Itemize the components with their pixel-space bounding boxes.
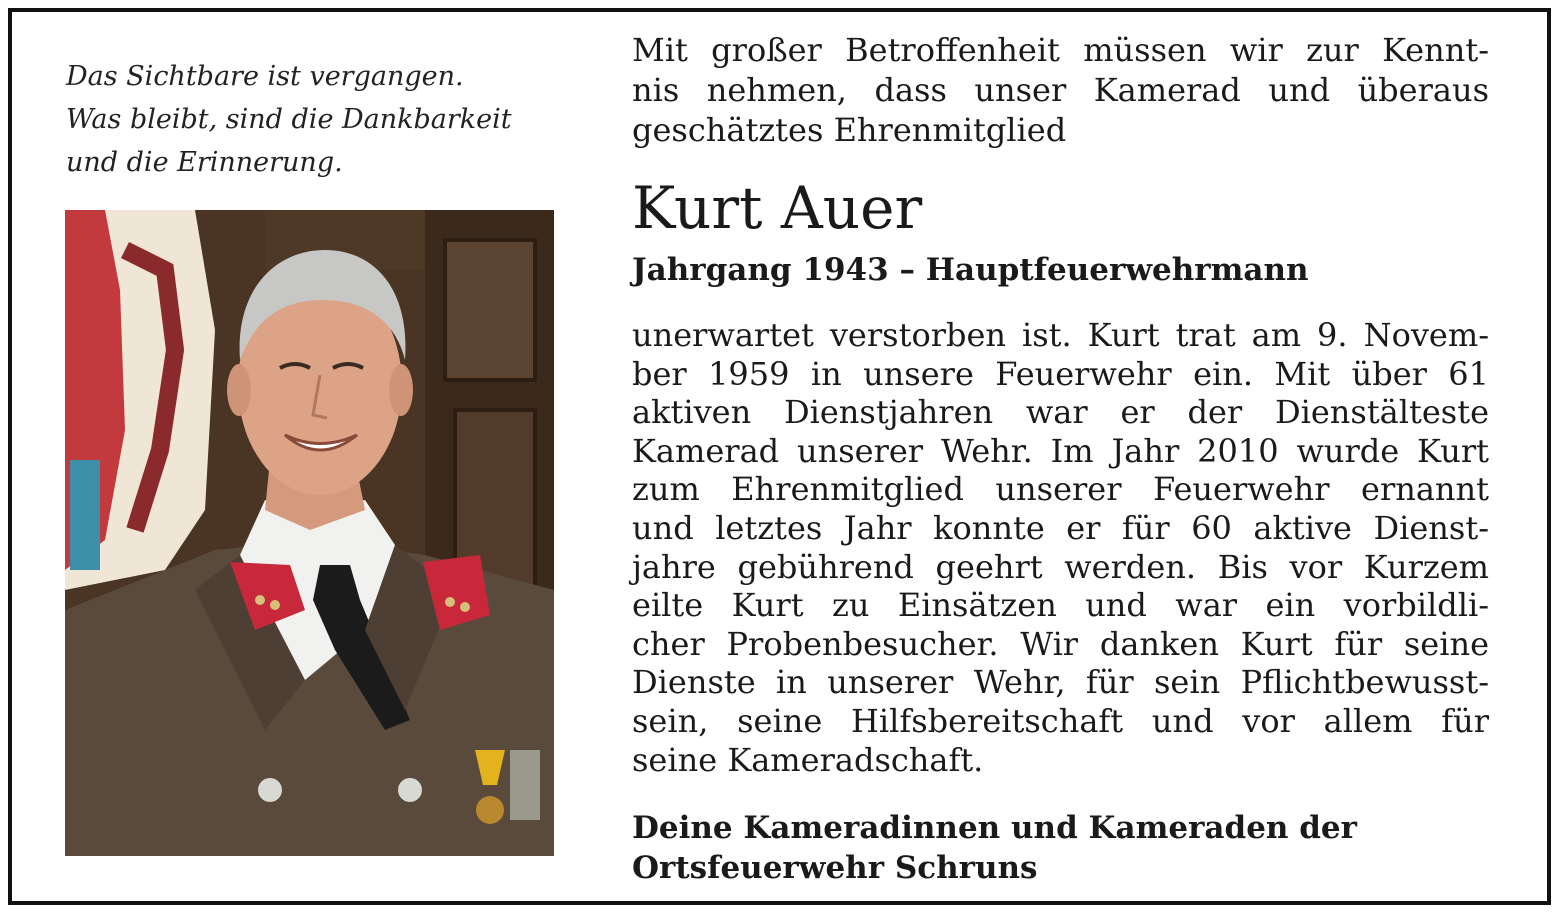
memorial-quote bbox=[66, 55, 626, 184]
deceased-name: Kurt Auer bbox=[632, 174, 923, 242]
body-line: aktiven Dienstjahren war er der Dienstälteste bbox=[632, 393, 1489, 432]
quote-line: und die Erinnerung. bbox=[66, 147, 343, 178]
intro-line: Mit großer Betroffenheit müssen wir zur Kennt- bbox=[632, 31, 1489, 69]
signoff bbox=[632, 808, 1512, 888]
quote-line: Was bleibt, sind die Dankbarkeit bbox=[66, 104, 512, 135]
body-line: ber 1959 in unsere Feuerwehr ein. Mit über 61 bbox=[632, 354, 1489, 393]
deceased-subtitle: Jahrgang 1943 – Hauptfeuerwehrmann bbox=[632, 252, 1309, 288]
body-line: eilte Kurt zu Einsätzen und war ein vorbildli- bbox=[632, 586, 1489, 625]
intro-line: nis nehmen, dass unser Kamerad und überaus bbox=[632, 71, 1489, 109]
body-line: unerwartet verstorben ist. Kurt trat am 9. Novem- bbox=[632, 316, 1489, 354]
body-line: zum Ehrenmitglied unserer Feuerwehr ernannt bbox=[632, 470, 1489, 509]
portrait-photo bbox=[65, 210, 554, 856]
body-line: Kamerad unserer Wehr. Im Jahr 2010 wurde Kurt bbox=[632, 431, 1489, 470]
body-line: cher Probenbesucher. Wir danken Kurt für seine bbox=[632, 624, 1489, 663]
quote-line: Das Sichtbare ist vergangen. bbox=[66, 61, 464, 92]
body-line: seine Kameradschaft. bbox=[632, 740, 984, 779]
body-line: Dienste in unserer Wehr, für sein Pflichtbewusst- bbox=[632, 663, 1489, 702]
intro-line: geschätztes Ehrenmitglied bbox=[632, 111, 1067, 149]
portrait-illustration bbox=[65, 210, 554, 856]
signoff-line: Ortsfeuerwehr Schruns bbox=[632, 850, 1038, 886]
body-line: und letztes Jahr konnte er für 60 aktive Dienst- bbox=[632, 508, 1489, 547]
body-line: jahre gebührend geehrt werden. Bis vor Kurzem bbox=[632, 547, 1489, 586]
intro-paragraph bbox=[632, 30, 1489, 150]
obituary-body bbox=[632, 316, 1489, 779]
body-line: sein, seine Hilfsbereitschaft und vor allem für bbox=[632, 701, 1489, 740]
signoff-line: Deine Kameradinnen und Kameraden der bbox=[632, 810, 1357, 846]
